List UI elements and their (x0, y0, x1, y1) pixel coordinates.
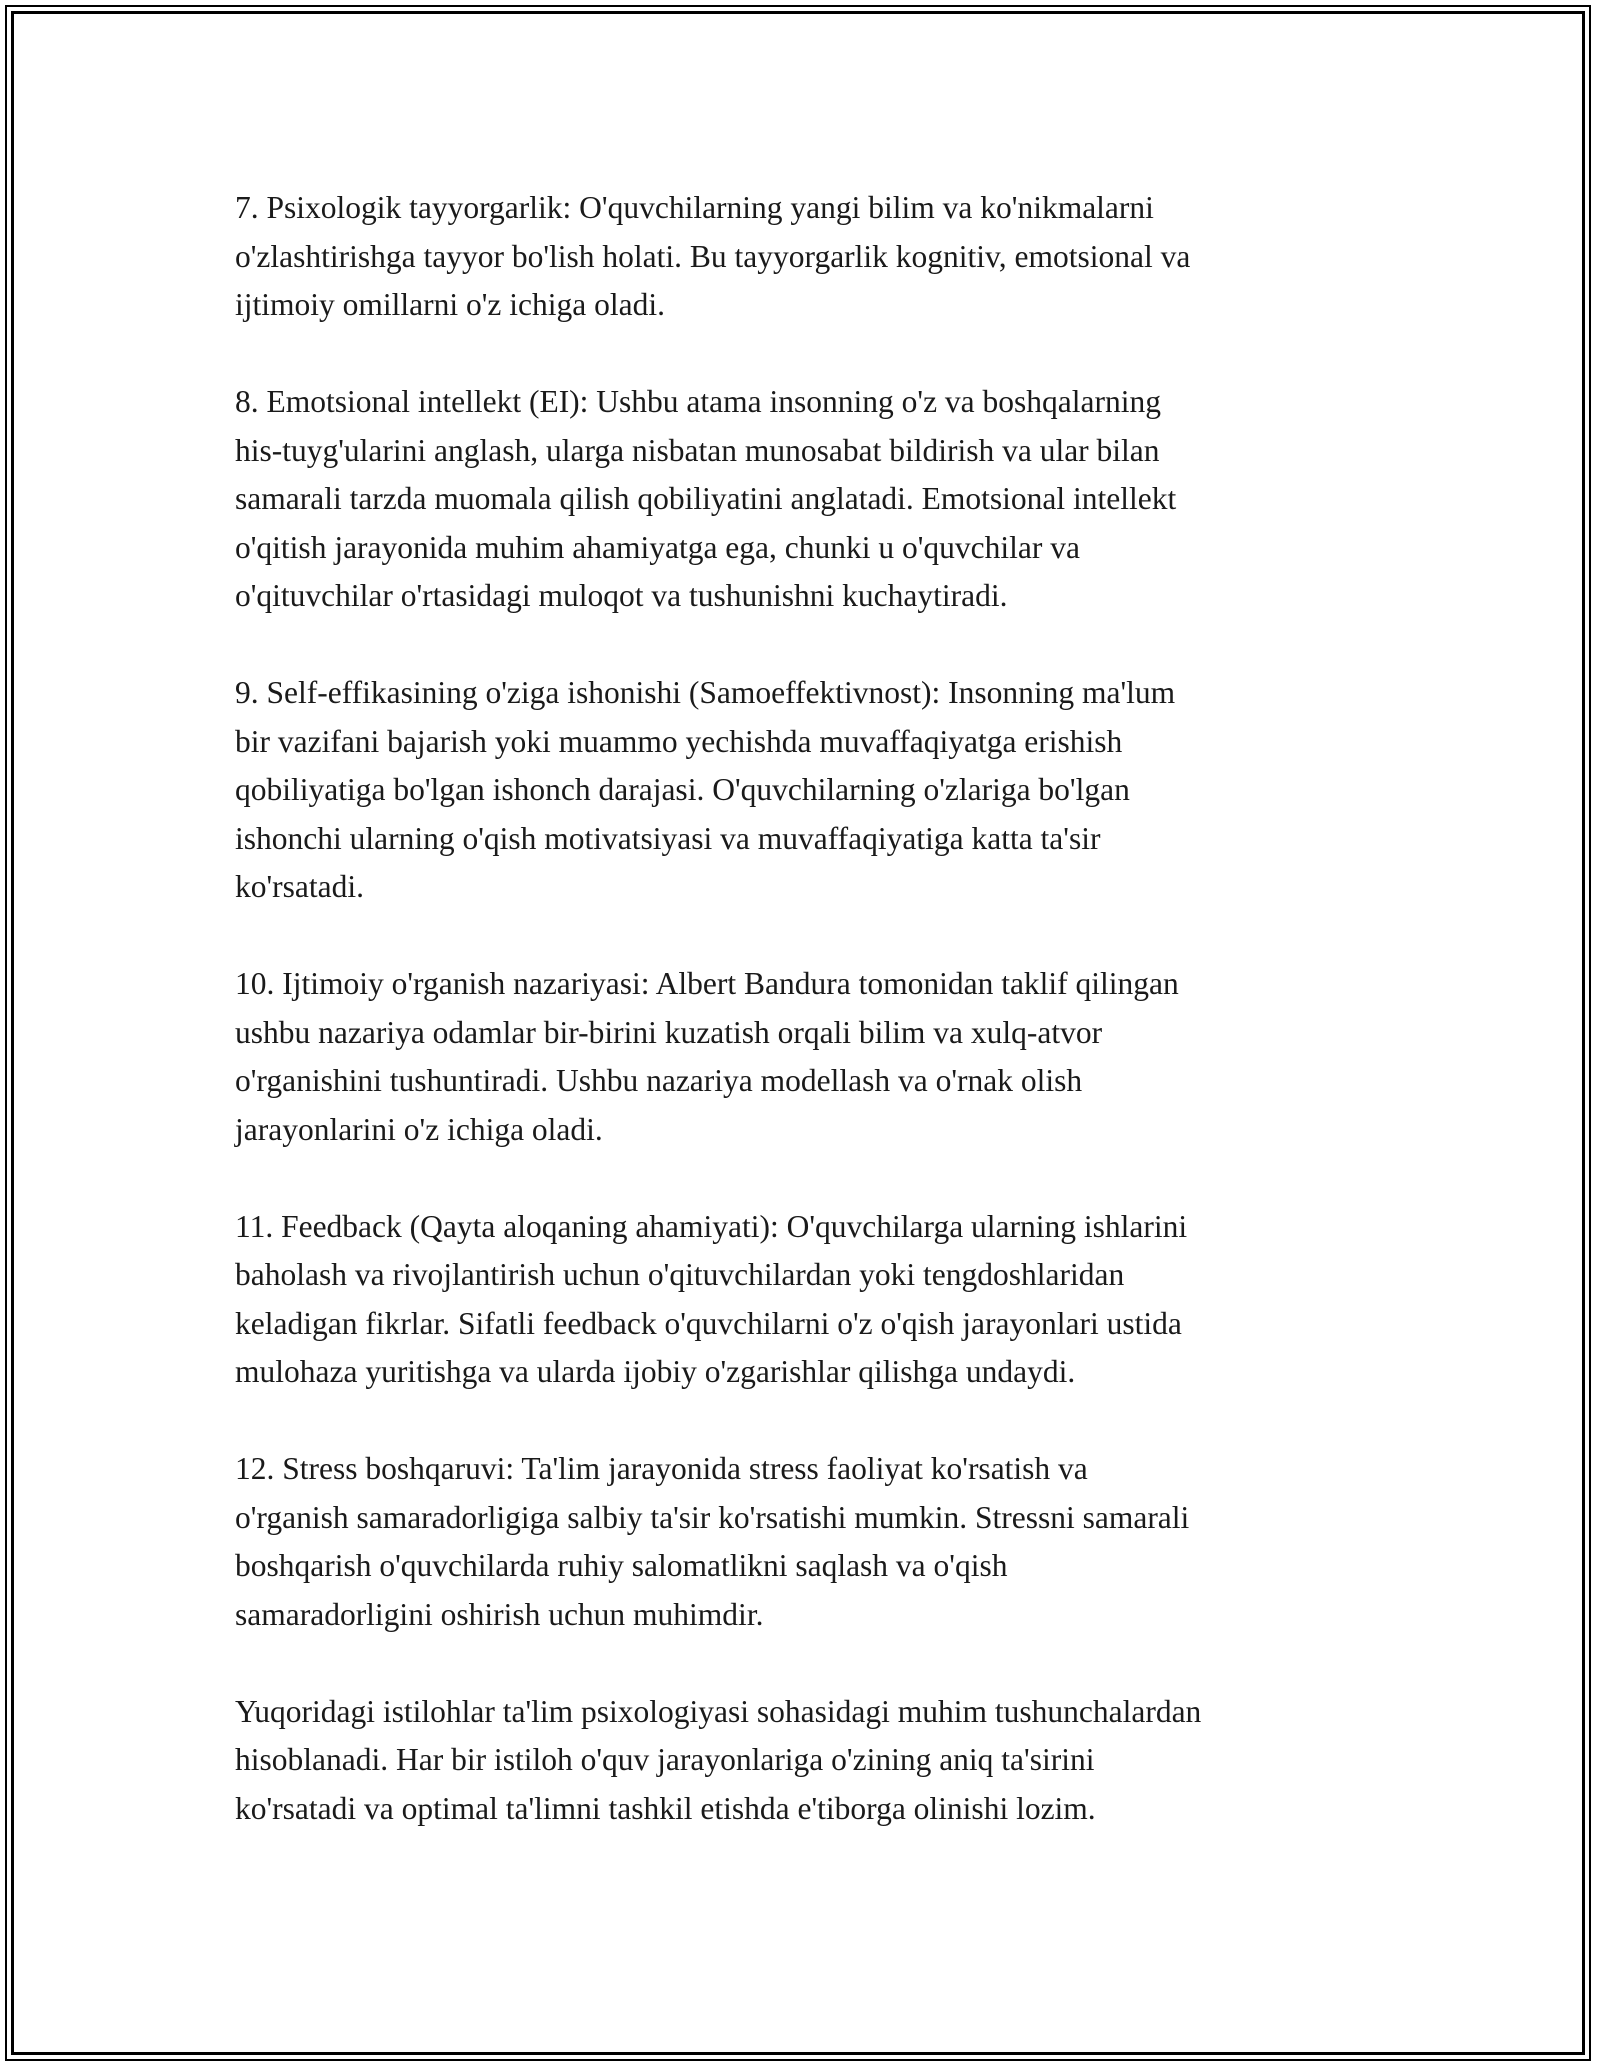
document-body (235, 184, 1385, 1833)
conclusion-paragraph: Yuqoridagi istilohlar ta'lim psixologiyasi sohasidagi muhim tushunchalardan hisoblanadi. Har bir istiloh o'quv jarayonlariga o'zining aniq ta'sirini ko'rsatadi va optimal ta'limni tashkil etishda e'tiborga olinishi lozim. (235, 1693, 1202, 1826)
term-social-learning-theory: 10. Ijtimoiy o'rganish nazariyasi: Albert Bandura tomonidan taklif qilingan ushbu nazariya odamlar bir-birini kuzatish orqali bilim va xulq-atvor o'rganishini tushuntiradi. Ushbu nazariya modellash va o'rnak olish jarayonlarini o'z ichiga oladi. (235, 966, 1179, 1147)
term-stress-management: 12. Stress boshqaruvi: Ta'lim jarayonida stress faoliyat ko'rsatish va o'rganish samaradorligiga salbiy ta'sir ko'rsatishi mumkin. Stressni samarali boshqarish o'quvchilarda ruhiy salomatlikni saqlash va o'qish samaradorligini oshirish uchun muhimdir. (235, 1451, 1190, 1632)
term-emotional-intelligence: 8. Emotsional intellekt (EI): Ushbu atama insonning o'z va boshqalarning his-tuyg'ularini anglash, ularga nisbatan munosabat bildirish va ular bilan samarali tarzda muomala qilish qobiliyatini anglatadi. Emotsional intellekt o'qitish jarayonida muhim ahamiyatga ega, chunki u o'quvchilar va o'qituvchilar o'rtasidagi muloqot va tushunishni kuchaytiradi. (235, 384, 1177, 613)
term-self-efficacy: 9. Self-effikasining o'ziga ishonishi (Samoeffektivnost): Insonning ma'lum bir vazifani bajarish yoki muammo yechishda muvaffaqiyatga erishish qobiliyatiga bo'lgan ishonch darajasi. O'quvchilarning o'zlariga bo'lgan ishonchi ularning o'qish motivatsiyasi va muvaffaqiyatiga katta ta'sir ko'rsatadi. (235, 675, 1176, 904)
term-psychological-readiness: 7. Psixologik tayyorgarlik: O'quvchilarning yangi bilim va ko'nikmalarni o'zlashtirishga tayyor bo'lish holati. Bu tayyorgarlik kognitiv, emotsional va ijtimoiy omillarni o'z ichiga oladi. (235, 190, 1191, 322)
term-feedback: 11. Feedback (Qayta aloqaning ahamiyati): O'quvchilarga ularning ishlarini baholash va rivojlantirish uchun o'qituvchilardan yoki tengdoshlaridan keladigan fikrlar. Sifatli feedback o'quvchilarni o'z o'qish jarayonlari ustida mulohaza yuritishga va ularda ijobiy o'zgarishlar qilishga undaydi. (235, 1208, 1188, 1389)
